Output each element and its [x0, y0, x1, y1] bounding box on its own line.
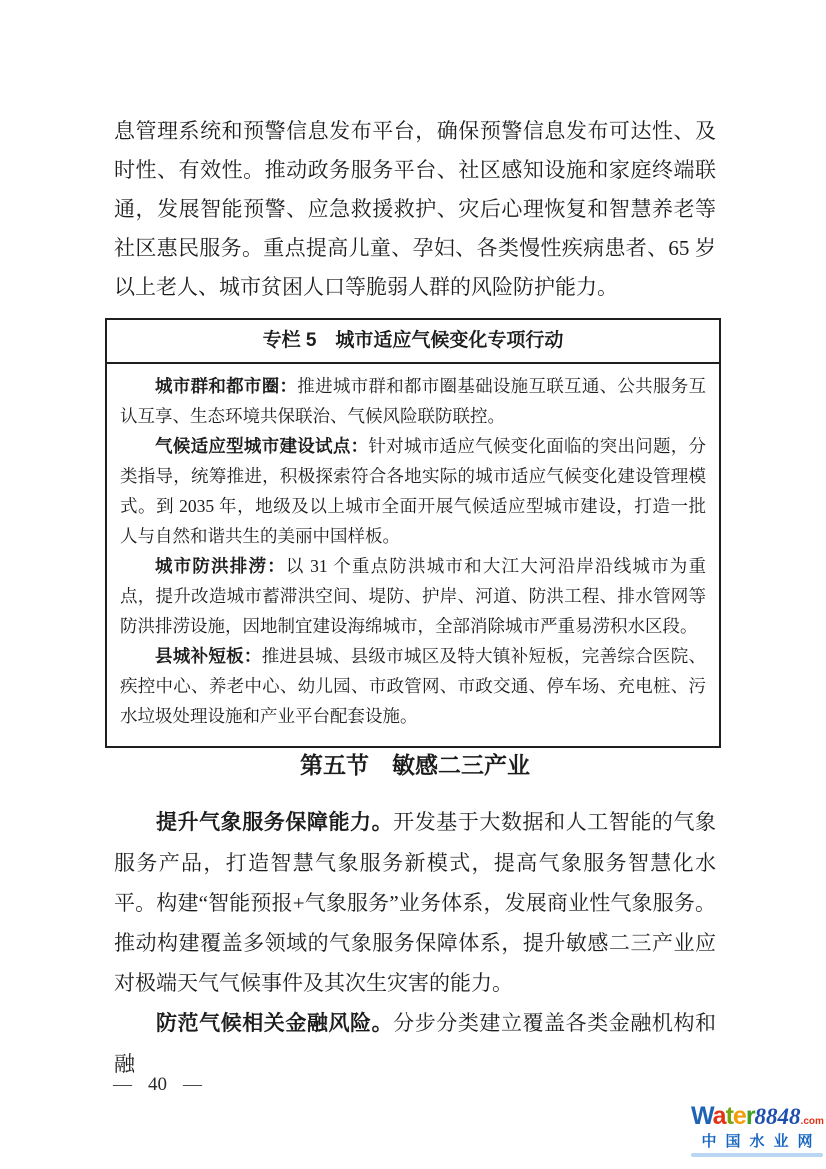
page-number-value: 40	[148, 1074, 167, 1095]
callout-box-column-5	[105, 318, 721, 748]
brand-letter-e: e	[732, 1102, 746, 1130]
section-body	[114, 802, 716, 1084]
page-number-right-dash: —	[183, 1074, 202, 1095]
paragraph-lead: 提升气象服务保障能力。	[156, 811, 394, 834]
callout-item-lead: 气候适应型城市建设试点：	[155, 436, 369, 456]
callout-item-text: 推进县城、县级市城区及特大镇补短板，完善综合医院、疾控中心、养老中心、幼儿园、市政管网、市政交通、停车场、充电桩、污水垃圾处理设施和产业平台配套设施。	[120, 646, 707, 726]
callout-item-flood-control	[120, 551, 706, 641]
callout-item-pilot-cities	[120, 431, 706, 551]
callout-item-text: 针对城市适应气候变化面临的突出问题，分类指导，统筹推进，积极探索符合各地实际的城市适应气候变化建设管理模式。到 2035 年，地级及以上城市全面开展气候适应型城市建设，打造一批人与自然和谐共生的美丽中国样板。	[120, 436, 707, 546]
callout-box-body	[107, 364, 719, 746]
callout-item-text: 推进城市群和都市圈基础设施互联互通、公共服务互认互享、生态环境共保联治、气候风险联防联控。	[120, 376, 707, 426]
callout-box-title: 专栏 5 城市适应气候变化专项行动	[107, 320, 719, 364]
paragraph-lead: 防范气候相关金融风险。	[156, 1012, 394, 1035]
callout-item-city-clusters	[120, 371, 706, 431]
watermark-brand-line	[691, 1104, 823, 1129]
callout-item-lead: 城市防洪排涝：	[155, 556, 286, 576]
callout-item-text: 以 31 个重点防洪城市和大江大河沿岸沿线城市为重点，提升改造城市蓄滞洪空间、堤防、护岸、河道、防洪工程、排水管网等防洪排涝设施，因地制宜建设海绵城市，全部消除城市严重易涝积水区段。	[120, 556, 707, 636]
continuation-paragraph: 息管理系统和预警信息发布平台，确保预警信息发布可达性、及时性、有效性。推动政务服务平台、社区感知设施和家庭终端联通，发展智能预警、应急救援救护、灾后心理恢复和智慧养老等社区惠民服务。重点提高儿童、孕妇、各类慢性疾病患者、65 岁以上老人、城市贫困人口等脆弱人群的风险防护能力。	[114, 119, 716, 299]
brand-letter-t: t	[725, 1102, 733, 1130]
paragraph-text: 分步分类建立覆盖各类金融机构和融	[114, 1011, 717, 1076]
callout-item-lead: 城市群和都市圈：	[155, 376, 298, 396]
paragraph-financial-risk	[114, 1003, 716, 1084]
paragraph-meteorological-services	[114, 802, 716, 1003]
watermark-underline-bar	[691, 1153, 823, 1157]
brand-letter-a: a	[712, 1102, 726, 1130]
water8848-watermark-logo	[691, 1104, 823, 1157]
paragraph-text: 开发基于大数据和人工智能的气象服务产品，打造智慧气象服务新模式，提高气象服务智慧化水平。构建“智能预报+气象服务”业务体系，发展商业性气象服务。推动构建覆盖多领域的气象服务保障体系，提升敏感二三产业应对极端天气气候事件及其次生灾害的能力。	[114, 810, 717, 995]
callout-item-county-upgrades	[120, 641, 706, 731]
brand-tld-com: .com	[800, 1116, 824, 1127]
section-heading: 第五节 敏感二三产业	[300, 753, 530, 778]
brand-letter-r: r	[745, 1102, 755, 1130]
brand-letter-w: W	[691, 1102, 713, 1130]
brand-number-8848: 8848	[754, 1104, 801, 1129]
callout-item-lead: 县城补短板：	[155, 646, 262, 666]
watermark-subtitle: 中国水业网	[701, 1133, 822, 1150]
page-number-left-dash: —	[113, 1074, 132, 1095]
page-number	[113, 1073, 202, 1097]
